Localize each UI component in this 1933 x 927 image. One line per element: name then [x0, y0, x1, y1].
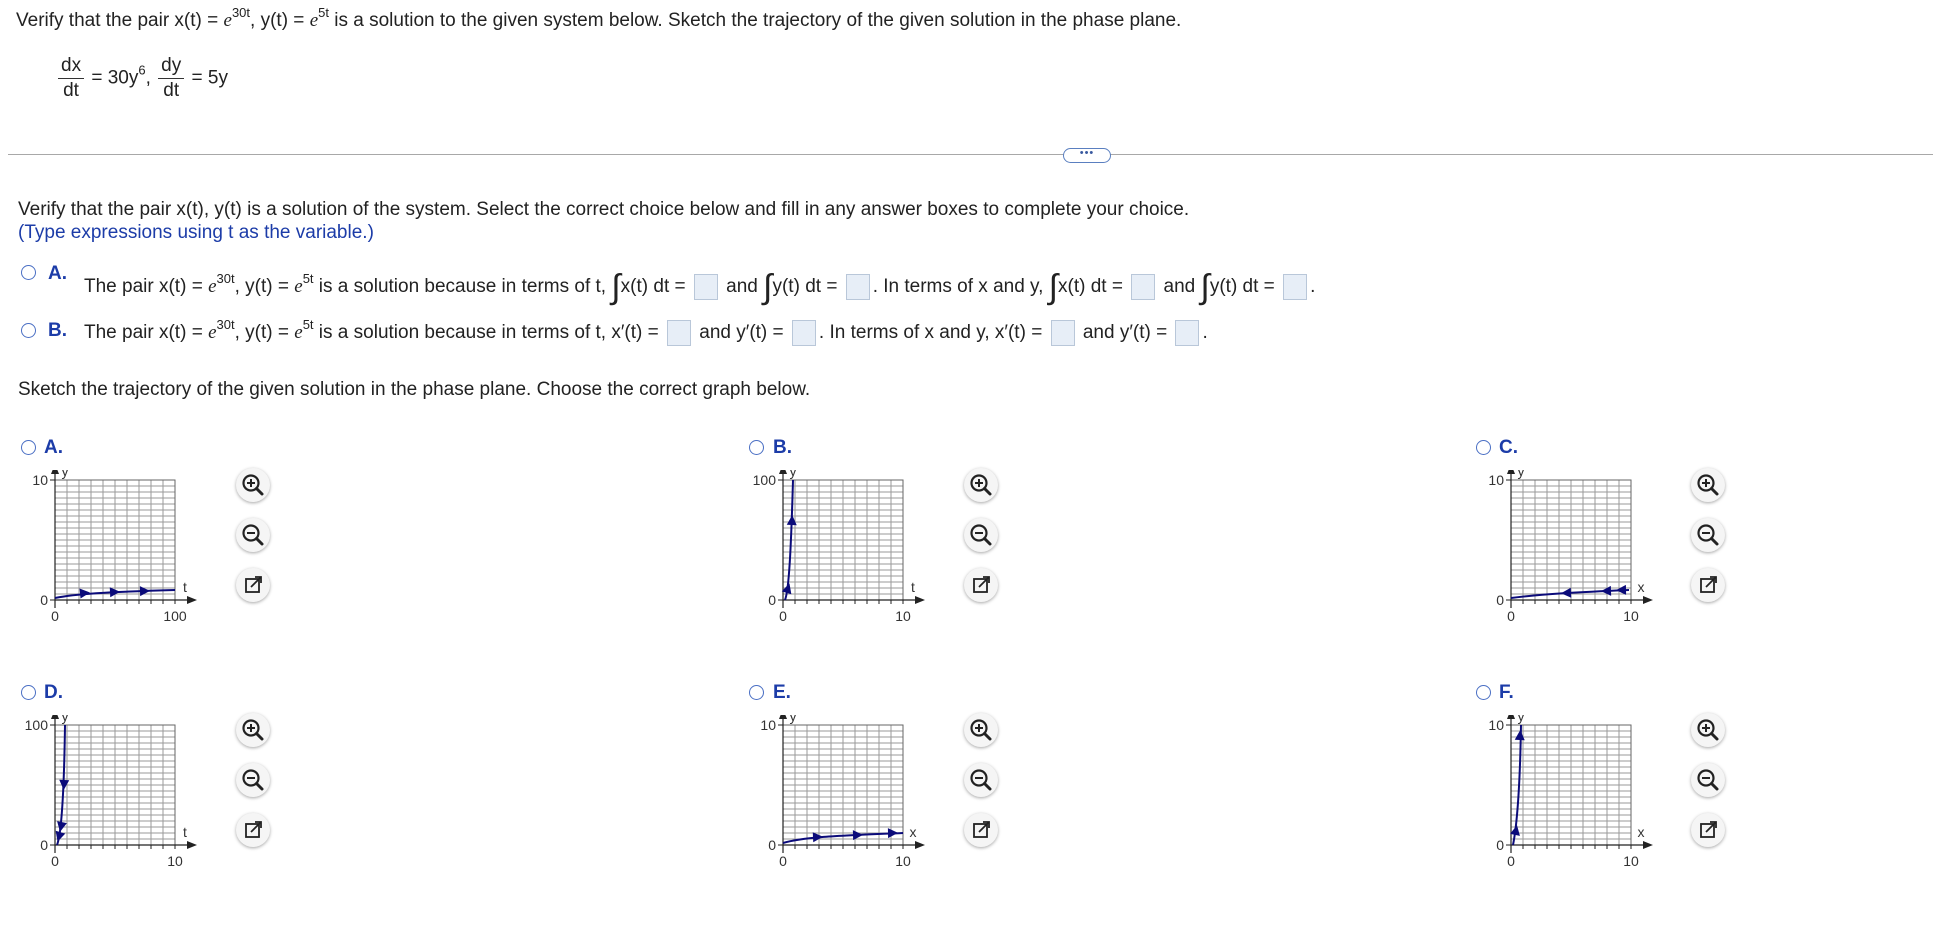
- problem-statement: Verify that the pair $x(t) = e^{30t}$, $y(t) = e^{5t}$ is a solution to the given system below. Sketch the trajectory of the given solution in the phase plane.: [16, 5, 1182, 31]
- answer-box-b3[interactable]: [1051, 320, 1075, 346]
- y-axis-arrow-icon: [779, 715, 787, 719]
- dx-dt-fraction: $\frac{dx}{dt}$: [58, 56, 84, 101]
- zoom-out-button[interactable]: [1691, 518, 1725, 552]
- graph-f: [1478, 715, 1688, 915]
- graph-e: [750, 715, 960, 915]
- x-max-label: 10: [1623, 853, 1639, 869]
- popout-icon: [964, 813, 998, 847]
- zoom-out-button[interactable]: [236, 518, 270, 552]
- x-axis-name: t: [183, 579, 187, 595]
- zoom-in-button[interactable]: [964, 468, 998, 502]
- graph-a-letter: A.: [44, 437, 63, 458]
- x-min-label: 0: [779, 608, 787, 624]
- y-axis-name: y: [789, 715, 797, 724]
- y-zero-label: 0: [40, 837, 48, 853]
- y-zero-label: 0: [768, 837, 776, 853]
- y-zero-label: 0: [768, 592, 776, 608]
- x-axis-name: t: [911, 579, 915, 595]
- trajectory: [1511, 585, 1629, 598]
- zoom-in-button[interactable]: [1691, 713, 1725, 747]
- popout-button[interactable]: [236, 568, 270, 602]
- graph-c-letter: C.: [1499, 437, 1518, 458]
- zoom-in-icon: [1691, 713, 1725, 747]
- zoom-out-icon: [964, 763, 998, 797]
- y-axis-arrow-icon: [1507, 715, 1515, 719]
- y-axis-name: y: [1517, 715, 1525, 724]
- choice-b-text: The pair $x(t) = e^{30t}$, $y(t) = e^{5t}$ is a solution because in terms of t, x′(t) = and y′(t) = . In terms of x and y, x′(t) = and y′(t) = .: [84, 320, 1208, 346]
- dy-dt-fraction: $\frac{dy}{dt}$: [158, 56, 184, 101]
- y-max-label: 100: [752, 472, 776, 488]
- part1-instruction: Verify that the pair x(t), y(t) is a solution of the system. Select the correct choice below and fill in any answer boxes to complete your choice.: [18, 199, 1190, 220]
- x-axis-arrow-icon: [915, 596, 925, 604]
- answer-box-a4[interactable]: [1283, 274, 1307, 300]
- graph-grid: [55, 725, 175, 845]
- graph-svg: [22, 470, 232, 670]
- y-zero-label: 0: [1496, 592, 1504, 608]
- graph-svg: [1478, 470, 1688, 670]
- graph-svg: [750, 715, 960, 915]
- zoom-in-icon: [964, 468, 998, 502]
- integral-symbol: ∫: [1048, 267, 1059, 308]
- zoom-out-icon: [1691, 518, 1725, 552]
- graph-svg: [22, 715, 232, 915]
- zoom-in-icon: [236, 713, 270, 747]
- popout-button[interactable]: [236, 813, 270, 847]
- x-axis-arrow-icon: [915, 841, 925, 849]
- zoom-out-icon: [236, 763, 270, 797]
- y-max-label: 10: [1488, 717, 1504, 733]
- choice-a-text: The pair $x(t) = e^{30t}$, $y(t) = e^{5t}$ is a solution because in terms of t, ∫x(t) dt = and ∫y(t) dt = . In terms of x and y, ∫x(t) dt = and ∫y(t) dt = .: [84, 267, 1316, 308]
- y-axis-arrow-icon: [51, 470, 59, 474]
- part2-instruction: Sketch the trajectory of the given solution in the phase plane. Choose the correct graph below.: [18, 379, 811, 400]
- zoom-out-icon: [1691, 763, 1725, 797]
- choice-b-radio[interactable]: [21, 323, 36, 338]
- answer-box-b1[interactable]: [667, 320, 691, 346]
- popout-icon: [964, 568, 998, 602]
- y-zero-label: 0: [1496, 837, 1504, 853]
- x-axis-arrow-icon: [1643, 596, 1653, 604]
- y-max-label: 100: [24, 717, 48, 733]
- popout-button[interactable]: [1691, 813, 1725, 847]
- y-axis-name: y: [61, 470, 69, 479]
- graph-grid: [783, 480, 903, 600]
- zoom-in-icon: [236, 468, 270, 502]
- answer-box-b4[interactable]: [1175, 320, 1199, 346]
- popout-button[interactable]: [964, 813, 998, 847]
- graph-grid: [1511, 480, 1631, 600]
- graph-a: [22, 470, 232, 670]
- graph-svg: [1478, 715, 1688, 915]
- expand-ellipsis-button[interactable]: •••: [1063, 148, 1111, 163]
- y-max-label: 10: [760, 717, 776, 733]
- x-axis-arrow-icon: [187, 596, 197, 604]
- zoom-in-button[interactable]: [1691, 468, 1725, 502]
- graph-e-letter: E.: [773, 682, 791, 703]
- answer-box-a1[interactable]: [694, 274, 718, 300]
- zoom-out-icon: [236, 518, 270, 552]
- zoom-out-button[interactable]: [964, 518, 998, 552]
- integral-symbol: ∫: [1200, 267, 1210, 308]
- x-axis-name: t: [183, 824, 187, 840]
- zoom-in-icon: [1691, 468, 1725, 502]
- popout-icon: [1691, 813, 1725, 847]
- answer-box-b2[interactable]: [792, 320, 816, 346]
- zoom-in-button[interactable]: [236, 713, 270, 747]
- y-max-label: 10: [32, 472, 48, 488]
- x-max-label: 10: [167, 853, 183, 869]
- y-axis-name: y: [789, 470, 797, 479]
- graph-f-radio[interactable]: [1476, 685, 1491, 700]
- x-min-label: 0: [51, 853, 59, 869]
- trajectory-arrow-icon: [56, 831, 66, 842]
- y-max-label: 10: [1488, 472, 1504, 488]
- popout-button[interactable]: [1691, 568, 1725, 602]
- graph-a-radio[interactable]: [21, 440, 36, 455]
- x-axis-name: x: [1637, 579, 1645, 595]
- x-min-label: 0: [1507, 853, 1515, 869]
- popout-icon: [236, 568, 270, 602]
- integral-symbol: ∫: [611, 267, 621, 308]
- graph-grid: [783, 725, 903, 845]
- graph-grid: [55, 480, 175, 600]
- x-axis-name: x: [909, 824, 917, 840]
- graph-d-radio[interactable]: [21, 685, 36, 700]
- graph-d-letter: D.: [44, 682, 63, 703]
- graph-f-letter: F.: [1499, 682, 1514, 703]
- graph-c: [1478, 470, 1688, 670]
- x-min-label: 0: [779, 853, 787, 869]
- trajectory-arrow-icon: [1616, 585, 1626, 595]
- choice-a-radio[interactable]: [21, 265, 36, 280]
- graph-e-radio[interactable]: [749, 685, 764, 700]
- y-axis-name: y: [1517, 470, 1525, 479]
- graph-c-radio[interactable]: [1476, 440, 1491, 455]
- y-zero-label: 0: [40, 592, 48, 608]
- trajectory-arrow-icon: [888, 828, 898, 838]
- graph-b-letter: B.: [773, 437, 792, 458]
- graph-b: [750, 470, 960, 670]
- system-equations: $\frac{dx}{dt}$ = $30y^6$, $\frac{dy}{dt}$ = 5y: [56, 56, 228, 101]
- graph-b-radio[interactable]: [749, 440, 764, 455]
- y-axis-arrow-icon: [779, 470, 787, 474]
- x-max-label: 10: [895, 608, 911, 624]
- zoom-out-button[interactable]: [1691, 763, 1725, 797]
- zoom-in-icon: [964, 713, 998, 747]
- trajectory-arrow-icon: [1561, 588, 1571, 598]
- x-min-label: 0: [51, 608, 59, 624]
- choice-b-letter: B.: [48, 320, 67, 341]
- zoom-out-icon: [964, 518, 998, 552]
- x-axis-name: x: [1637, 824, 1645, 840]
- x-max-label: 10: [1623, 608, 1639, 624]
- popout-button[interactable]: [964, 568, 998, 602]
- answer-box-a2[interactable]: [846, 274, 870, 300]
- part1-hint: (Type expressions using t as the variable.): [18, 222, 374, 243]
- choice-a-letter: A.: [48, 263, 67, 284]
- zoom-out-button[interactable]: [964, 763, 998, 797]
- y-axis-arrow-icon: [1507, 470, 1515, 474]
- y-axis-name: y: [61, 715, 69, 724]
- popout-icon: [1691, 568, 1725, 602]
- graph-d: [22, 715, 232, 915]
- graph-svg: [750, 470, 960, 670]
- x-max-label: 100: [163, 608, 187, 624]
- zoom-in-button[interactable]: [236, 468, 270, 502]
- x-min-label: 0: [1507, 608, 1515, 624]
- trajectory-arrow-icon: [813, 832, 823, 842]
- popout-icon: [236, 813, 270, 847]
- section-divider: [8, 154, 1933, 155]
- integral-symbol: ∫: [763, 267, 773, 308]
- x-axis-arrow-icon: [187, 841, 197, 849]
- zoom-in-button[interactable]: [964, 713, 998, 747]
- x-axis-arrow-icon: [1643, 841, 1653, 849]
- x-max-label: 10: [895, 853, 911, 869]
- zoom-out-button[interactable]: [236, 763, 270, 797]
- graph-grid: [1511, 725, 1631, 845]
- y-axis-arrow-icon: [51, 715, 59, 719]
- answer-box-a3[interactable]: [1131, 274, 1155, 300]
